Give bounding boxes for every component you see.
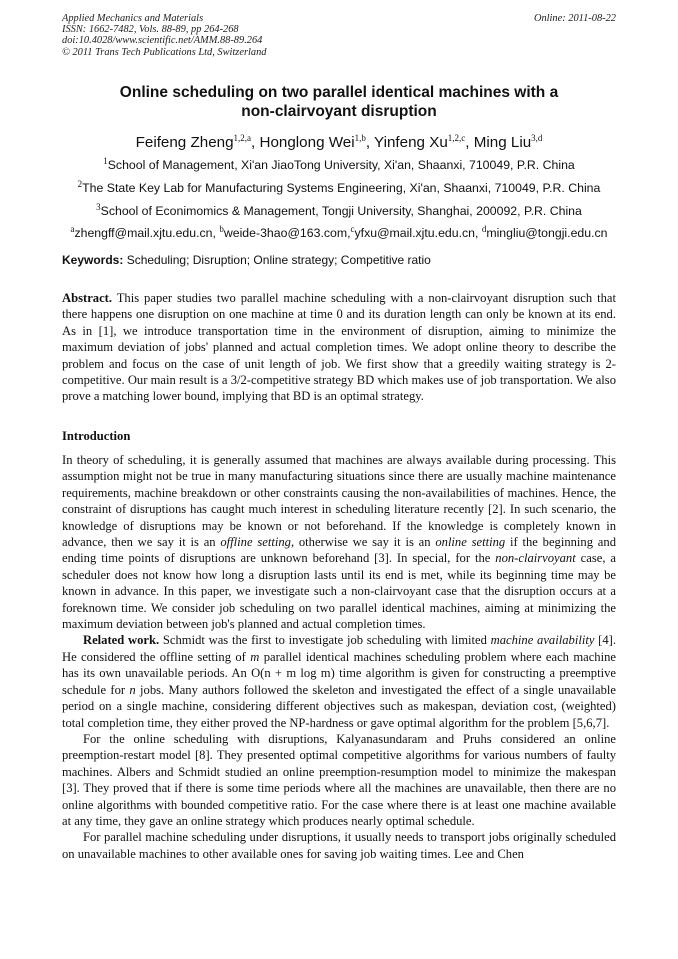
math-expression: O(n + m log m) [251,666,335,681]
affiliation-text: The State Key Lab for Manufacturing Systems Engineering, Xi'an, Shaanxi, 710049, P.R. China [82,181,601,196]
author-separator: , [465,134,474,152]
abstract-label: Abstract. [62,291,113,305]
affiliation-text: School of Econimomics & Management, Tongji University, Shanghai, 200092, P.R. China [100,204,582,219]
affiliation-1 [40,154,638,173]
title-line-2: non-clairvoyant disruption [241,103,437,120]
email-line [40,222,638,241]
author-separator: , [251,134,260,152]
email-superscript: a [70,224,75,234]
author-superscript: 1,b [354,133,366,143]
paper-title [62,83,616,121]
emphasis-text: machine availability [490,633,595,648]
author-superscript: 3,d [531,133,543,143]
online-date: Online: 2011-08-22 [533,13,616,24]
email-address: mingliu@tongji.edu.cn [486,226,608,241]
email-address: zhengff@mail.xjtu.edu.cn, [74,226,220,241]
title-line-1: Online scheduling on two parallel identical machines with a [119,84,559,101]
email-address: yfxu@mail.xjtu.edu.cn, [354,226,482,241]
paragraph: For the online scheduling with disruptions, Kalyanasundaram and Pruhs considered an online preemption-restart model [8]. They presented optimal competitive algorithms for various numbers of faulty machines. Albers and Schmidt studied an online preemption-resumption model to minimize the makespan [3]. They proved that if there is some time periods where all the machines are unavailable, then there are no online algorithms with bounded competitive ratio. For the case where there is at least one machine available at any time, they gave an online strategy which produces nearly optimal schedule. [62,731,616,828]
email-address: weide-3hao@163.com, [223,226,351,241]
author-name: Yinfeng Xu [374,134,448,152]
author-name: Feifeng Zheng [135,134,234,152]
paragraph-label: Related work. [83,633,160,648]
introduction-body [62,452,616,862]
journal-name: Applied Mechanics and Materials [62,13,204,24]
paragraph-text: if the beginning and ending time points of disruptions are unknown beforehand [3]. In special, for the [62,535,616,566]
email-superscript: b [219,224,224,234]
journal-header [62,13,616,58]
section-heading-introduction: Introduction [62,429,131,443]
keywords [62,253,616,268]
paragraph-text: Schmidt was the first to investigate job scheduling with limited [159,633,491,648]
paragraph-text: case, a scheduler does not know how long a disruption lasts until its end is met, while its beginning time may be known in advance. In this paper, we investigate such a non-clairvoyant case that the disruption occurs at a foreknown time. We consider job scheduling on two parallel identical machines, aiming at minimizing the maximum deviation between job's planned and actual completion times. [62,551,616,632]
paragraph-text: In theory of scheduling, it is generally assumed that machines are always available during processing. This assumption might not be true in many manufacturing situations since there are usually machine maintenance requirements, machine breakdown or other constraints causing the non-availabilities of machines. Hence, the constraint of disruptions has caught much interest in scheduling literature recently [2]. In such scenario, the knowledge of disruptions may be known or not beforehand. If the knowledge is completely known in advance, then we say it is an [62,453,616,550]
paragraph-text: time algorithm is given for constructing a preemptive schedule for [62,666,616,697]
emphasis-text: offline setting [220,535,291,550]
paragraph [62,632,616,730]
math-symbol: m [250,649,260,664]
paragraph: For parallel machine scheduling under disruptions, it usually needs to transport jobs originally scheduled on unavailable machines to other available ones for saving job waiting times. Lee and Chen [62,830,616,861]
keywords-text: Scheduling; Disruption; Online strategy; Competitive ratio [123,253,431,267]
emphasis-text: non-clairvoyant [495,551,576,566]
paragraph-text: , otherwise we say it is an [290,535,436,550]
affiliation-superscript: 2 [77,179,83,189]
author-superscript: 1,2,c [447,133,466,143]
math-symbol: n [129,682,136,697]
copyright-line: © 2011 Trans Tech Publications Ltd, Switzerland [62,46,267,58]
affiliation-text: School of Management, Xi'an JiaoTong University, Xi'an, Shaanxi, 710049, P.R. China [107,158,575,173]
author-superscript: 1,2,a [233,133,252,143]
author-list [62,129,616,152]
affiliation-superscript: 3 [96,202,101,212]
paragraph-text: jobs. Many authors followed the skeleton and investigated the effect of a single unavailable period on a single machine, considering different objectives such as makespan, deviation cost, (weighted) total completion time, they either proved the NP-hardness or gave optimal algorithm for the problem [5,6,7]. [62,682,617,730]
author-name: Honglong Wei [259,134,355,152]
email-superscript: c [350,224,355,234]
doi-line: doi:10.4028/www.scientific.net/AMM.88-89.264 [62,35,263,47]
paragraph [62,452,616,632]
email-superscript: d [481,224,487,234]
affiliation-superscript: 1 [103,156,108,166]
abstract-text: This paper studies two parallel machine scheduling with a non-clairvoyant disruption such that there happens one disruption on one machine at time 0 and its duration length can only be known at its end. As in [1], we introduce transportation time in the environment of disruption, aiming to minimize the maximum deviation of jobs' planned and actual completion times. We adopt online theory to describe the problem and focus on the case of unit length of job. We first show that a greedily waiting strategy is 2-competitive. Our main result is a 3/2-competitive strategy BD which makes use of job transportation. We also prove a matching lower bound, implying that BD is an optimal strategy. [62,291,616,404]
issn-line: ISSN: 1662-7482, Vols. 88-89, pp 264-268 [62,24,239,36]
author-name: Ming Liu [473,134,532,152]
author-separator: , [365,134,375,152]
abstract [62,290,616,405]
paragraph-text: parallel identical machines scheduling problem where each machine has its own unavailable periods. An [62,649,616,681]
affiliation-2 [40,177,638,196]
paragraph-text: [4]. He considered the offline setting of [62,633,616,664]
keywords-label: Keywords: [62,253,124,267]
emphasis-text: online setting [435,535,506,550]
affiliation-3 [40,200,638,219]
